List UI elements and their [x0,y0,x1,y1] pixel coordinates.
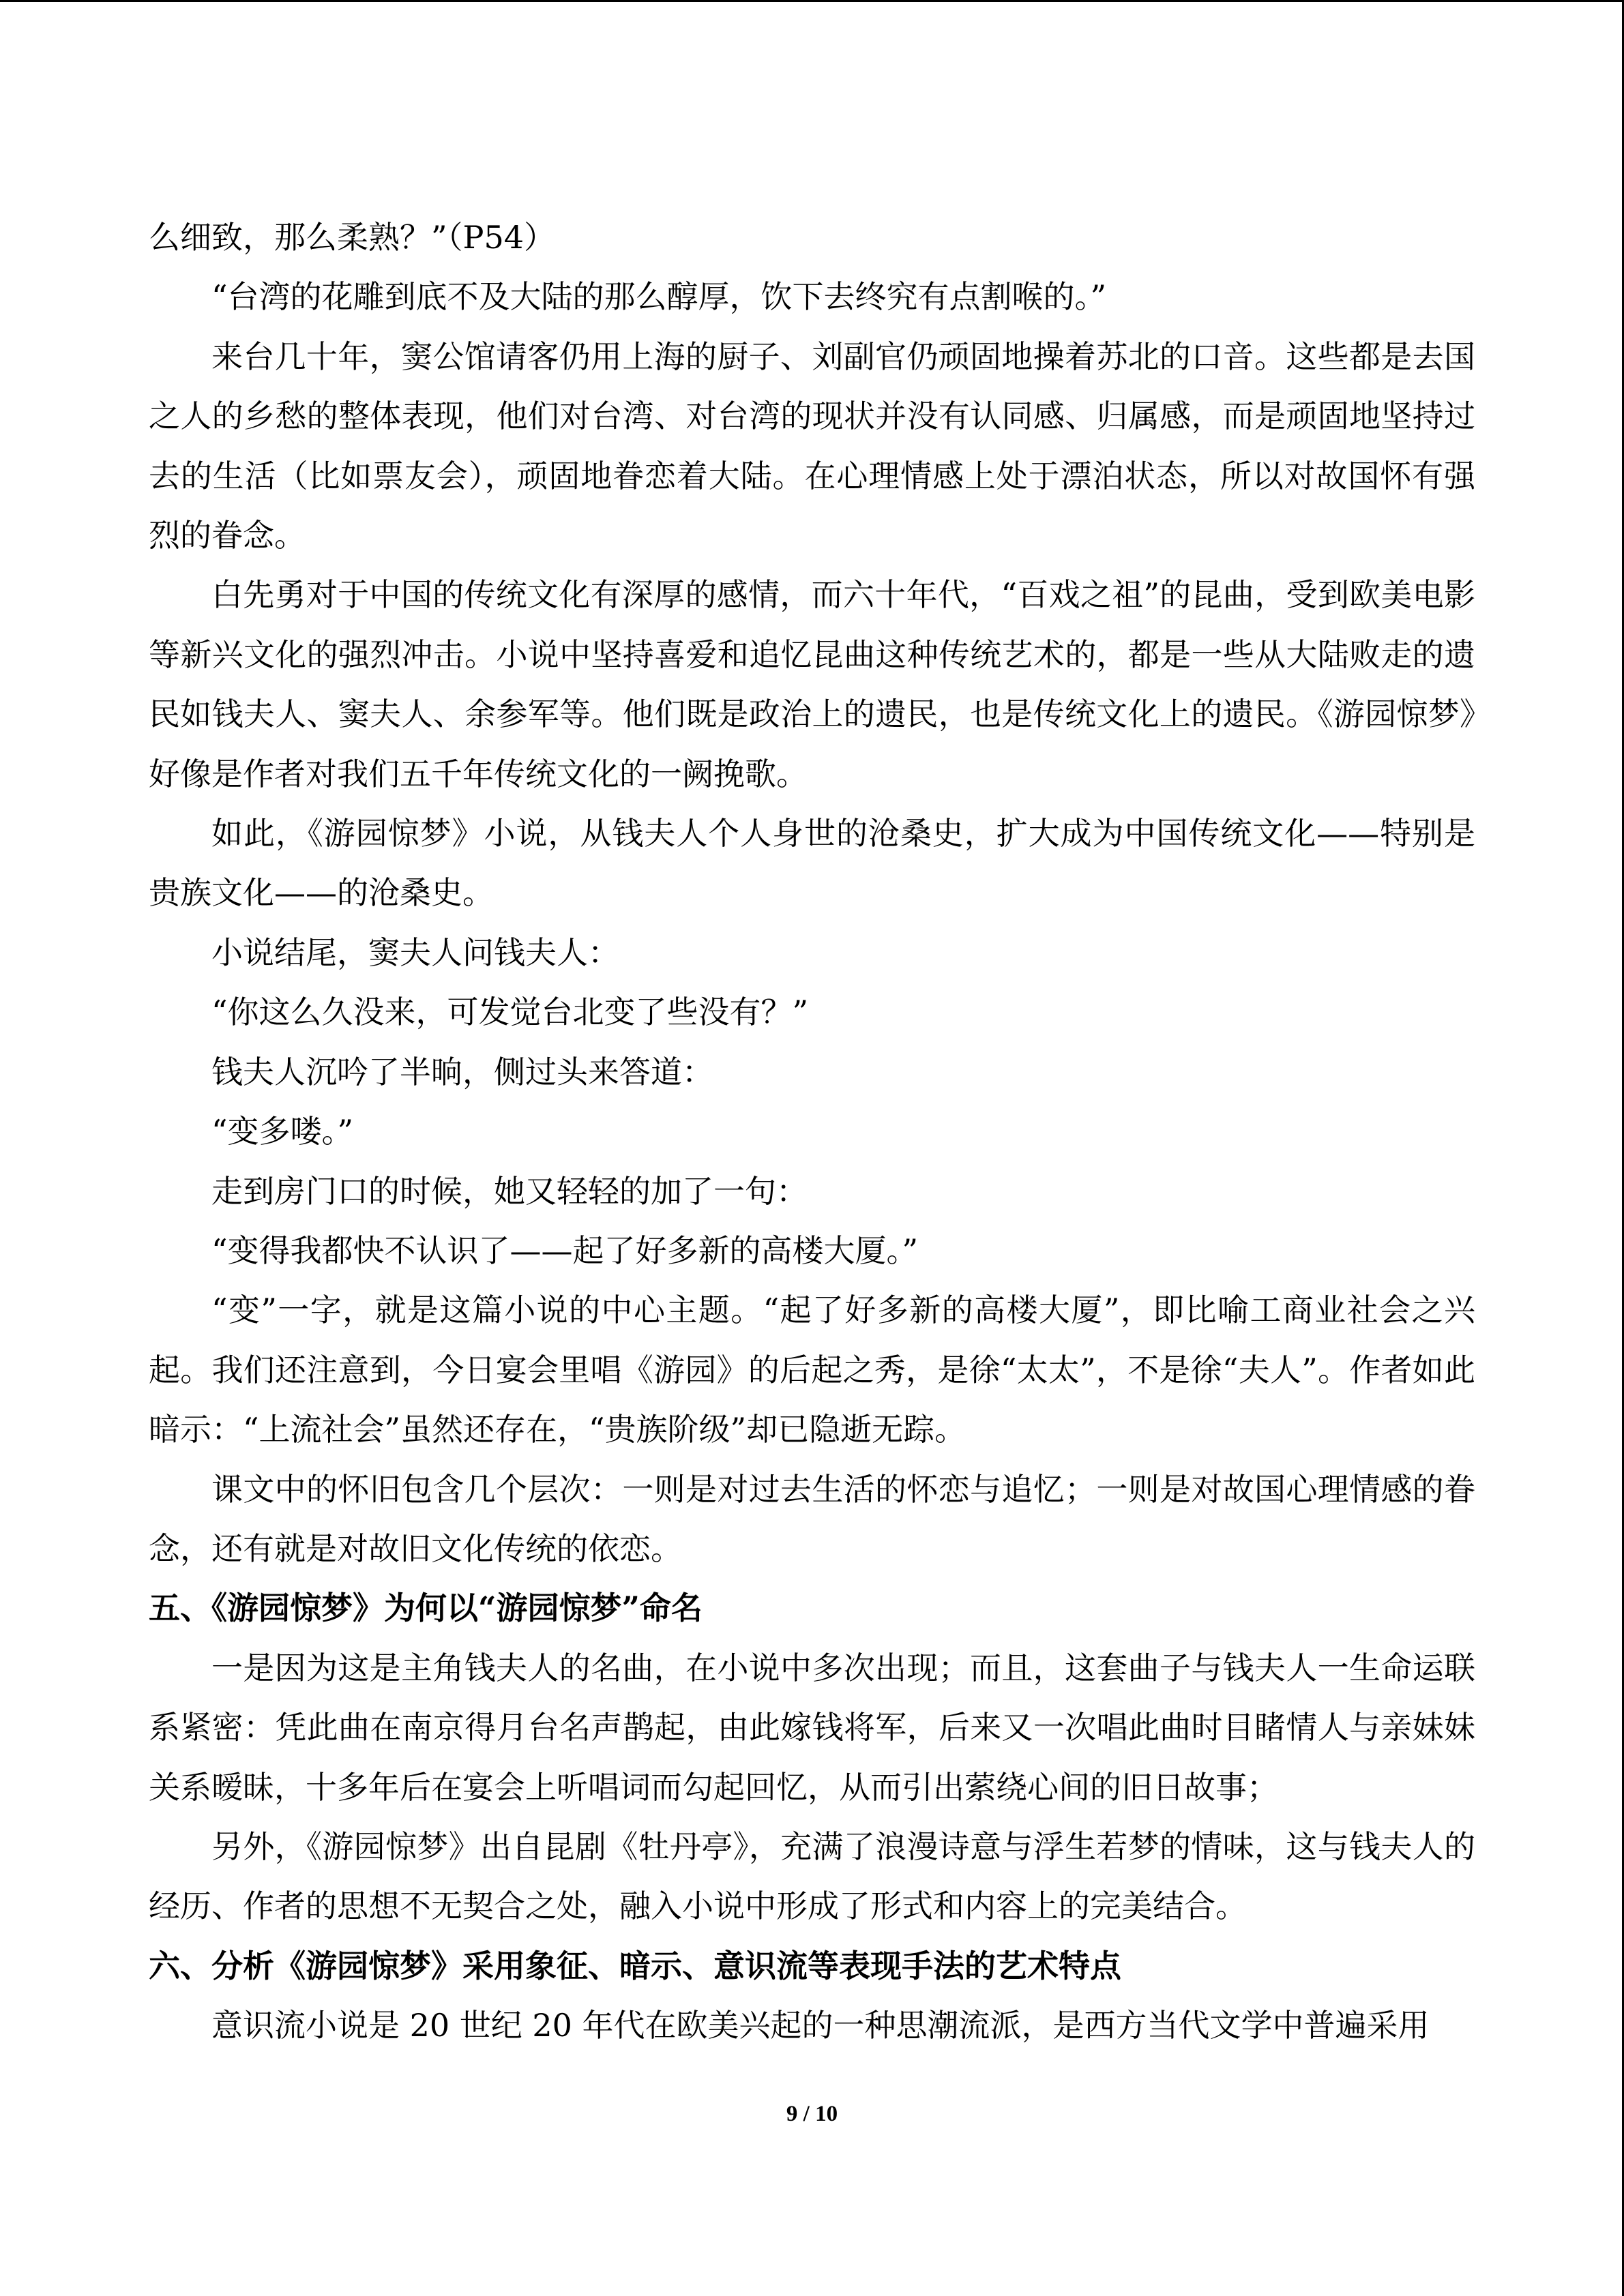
body-paragraph: 来台几十年，窦公馆请客仍用上海的厨子、刘副官仍顽固地操着苏北的口音。这些都是去国之人的乡愁的整体表现，他们对台湾、对台湾的现状并没有认同感、归属感，而是顽固地坚持过去的生活（比如票友会），顽固地眷恋着大陆。在心理情感上处于漂泊状态，所以对故国怀有强烈的眷念。 [149,338,1475,554]
page-border-top [0,0,1624,2]
body-paragraph: 走到房门口的时候，她又轻轻的加了一句： [211,1172,808,1210]
body-paragraph: “台湾的花雕到底不及大陆的那么醇厚，饮下去终究有点割喉的。” [211,278,1107,316]
body-paragraph: 白先勇对于中国的传统文化有深厚的感情，而六十年代，“百戏之祖”的昆曲，受到欧美电影等新兴文化的强烈冲击。小说中坚持喜爱和追忆昆曲这种传统艺术的，都是一些从大陆败走的遗民如钱夫人、窦夫人、余参军等。他们既是政治上的遗民，也是传统文化上的遗民。《游园惊梦》好像是作者对我们五千年传统文化的一阙挽歌。 [149,576,1475,792]
body-paragraph: 意识流小说是 20 世纪 20 年代在欧美兴起的一种思潮流派，是西方当代文学中普遍采用 [211,2007,1430,2044]
body-paragraph: “变”一字，就是这篇小说的中心主题。“起了好多新的高楼大厦”，即比喻工商业社会之兴起。我们还注意到，今日宴会里唱《游园》的后起之秀，是徐“太太”，不是徐“夫人”。作者如此暗示：“上流社会”虽然还存在，“贵族阶级”却已隐逝无踪。 [149,1292,1475,1448]
body-paragraph: “变多喽。” [211,1113,354,1150]
body-paragraph: 一是因为这是主角钱夫人的名曲，在小说中多次出现；而且，这套曲子与钱夫人一生命运联系紧密：凭此曲在南京得月台名声鹊起，由此嫁钱将军，后来又一次唱此曲时目睹情人与亲妹妹关系暧昧，十多年后在宴会上听唱词而勾起回忆，从而引出萦绕心间的旧日故事； [149,1649,1475,1806]
body-paragraph: 小说结尾，窦夫人问钱夫人： [211,934,619,971]
document-body [149,208,1475,2056]
page-number: 9 / 10 [786,2102,838,2126]
body-paragraph: 另外，《游园惊梦》出自昆剧《牡丹亭》，充满了浪漫诗意与浮生若梦的情味，这与钱夫人的经历、作者的思想不无契合之处，融入小说中形成了形式和内容上的完美结合。 [149,1828,1475,1925]
body-paragraph: 么细致，那么柔熟？”（P54） [149,219,556,256]
body-paragraph: 钱夫人沉吟了半晌，侧过头来答道： [211,1053,713,1090]
body-paragraph: 如此，《游园惊梦》小说，从钱夫人个人身世的沧桑史，扩大成为中国传统文化——特别是贵族文化——的沧桑史。 [149,815,1475,912]
body-paragraph: “你这么久没来，可发觉台北变了些没有？” [211,994,809,1031]
section-heading: 五、《游园惊梦》为何以“游园惊梦”命名 [149,1590,703,1627]
body-paragraph: 课文中的怀旧包含几个层次：一则是对过去生活的怀恋与追忆；一则是对故国心理情感的眷念，还有就是对故旧文化传统的依恋。 [149,1470,1475,1567]
body-paragraph: “变得我都快不认识了——起了好多新的高楼大厦。” [211,1232,919,1269]
section-heading: 六、分析《游园惊梦》采用象征、暗示、意识流等表现手法的艺术特点 [149,1947,1121,1984]
